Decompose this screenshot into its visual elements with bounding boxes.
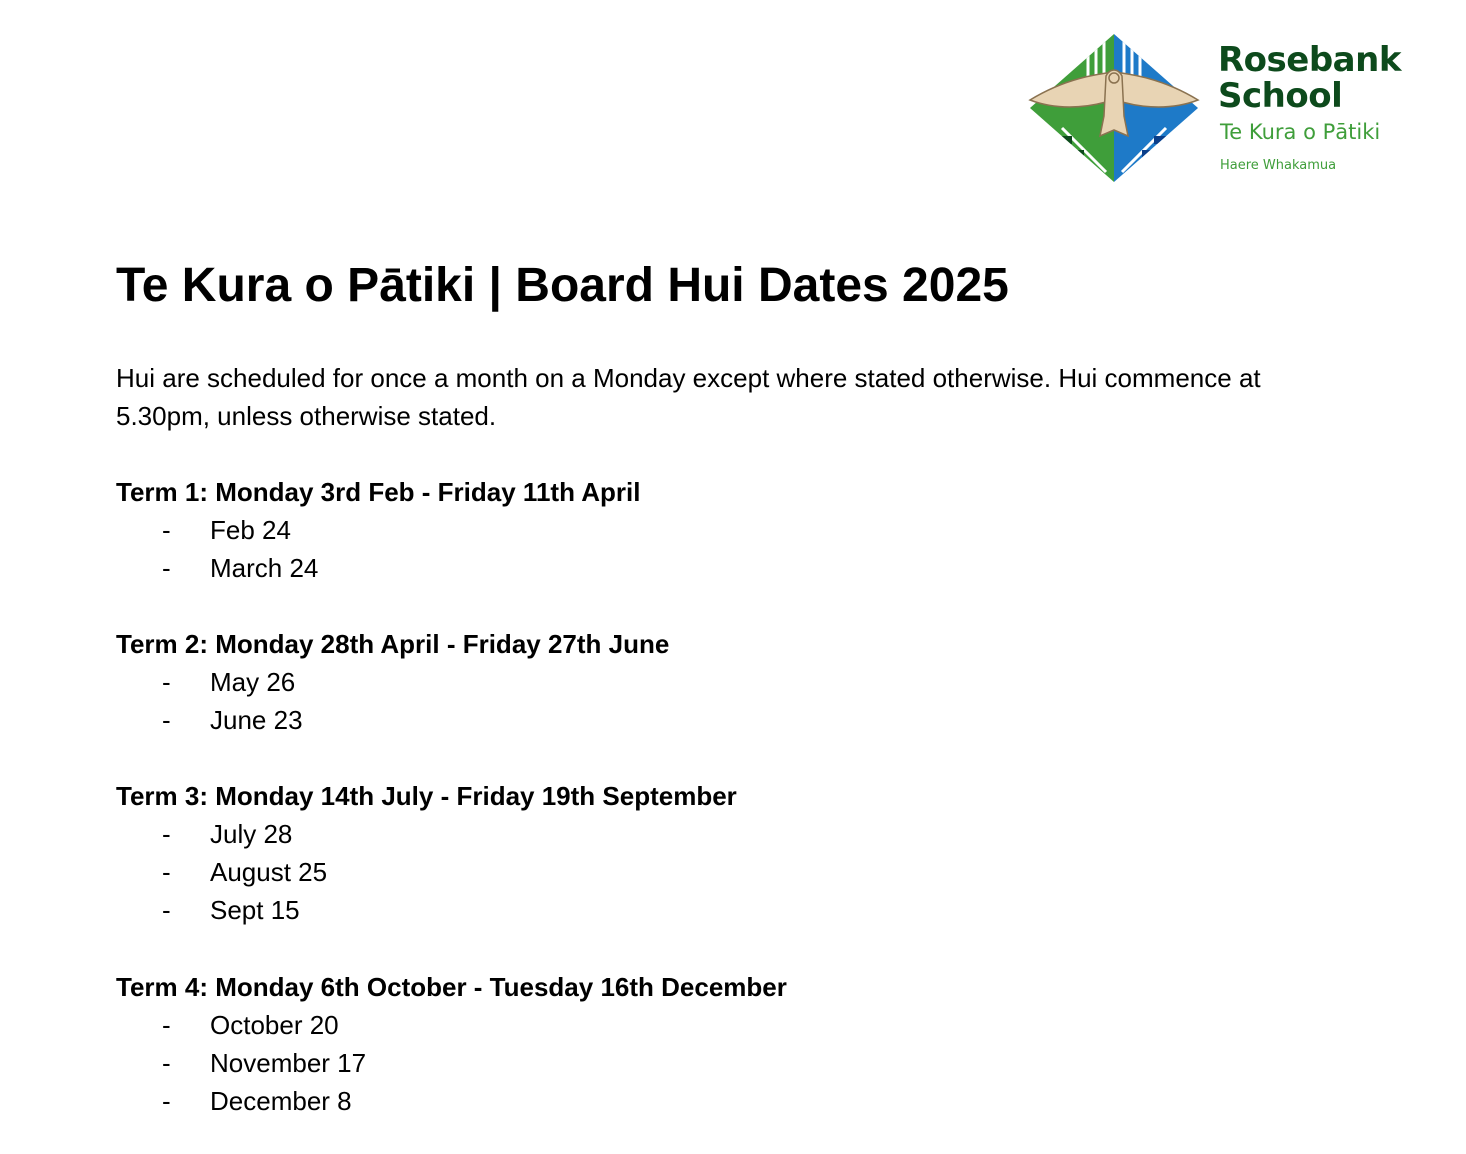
hui-date: Feb 24 <box>210 515 291 545</box>
bullet-dash: - <box>162 1086 171 1116</box>
bullet-dash: - <box>162 819 171 849</box>
logo-name-line1: Rosebank <box>1218 40 1401 80</box>
hui-date: October 20 <box>210 1010 339 1040</box>
bullet-dash: - <box>162 515 171 545</box>
bullet-dash: - <box>162 667 171 697</box>
bullet-dash: - <box>162 553 171 583</box>
logo-school-name <box>1218 42 1401 114</box>
hui-date: November 17 <box>210 1048 367 1078</box>
school-logo <box>1026 32 1426 184</box>
pātiki-bird-emblem-icon <box>1026 32 1202 184</box>
bullet-dash: - <box>162 1048 171 1078</box>
hui-date: March 24 <box>210 553 319 583</box>
term-4-heading: Term 4: Monday 6th October - Tuesday 16th December <box>116 972 787 1002</box>
term-1-heading: Term 1: Monday 3rd Feb - Friday 11th April <box>116 477 641 507</box>
hui-date: Sept 15 <box>210 895 300 925</box>
bullet-dash: - <box>162 857 171 887</box>
intro-paragraph: Hui are scheduled for once a month on a Monday except where stated otherwise. Hui commence at 5.30pm, unless otherwise stated. <box>116 363 1261 431</box>
bullet-dash: - <box>162 895 171 925</box>
term-3-heading: Term 3: Monday 14th July - Friday 19th September <box>116 781 737 811</box>
hui-date: July 28 <box>210 819 293 849</box>
logo-subtitle: Te Kura o Pātiki <box>1220 120 1381 144</box>
bullet-dash: - <box>162 705 171 735</box>
term-2-heading: Term 2: Monday 28th April - Friday 27th June <box>116 629 670 659</box>
bullet-dash: - <box>162 1010 171 1040</box>
hui-date: August 25 <box>210 857 328 887</box>
logo-motto: Haere Whakamua <box>1220 158 1337 173</box>
logo-name-line2: School <box>1218 76 1343 116</box>
hui-date: June 23 <box>210 705 303 735</box>
document-title: Te Kura o Pātiki | Board Hui Dates 2025 <box>116 259 1009 312</box>
hui-date: December 8 <box>210 1086 352 1116</box>
hui-date: May 26 <box>210 667 296 697</box>
